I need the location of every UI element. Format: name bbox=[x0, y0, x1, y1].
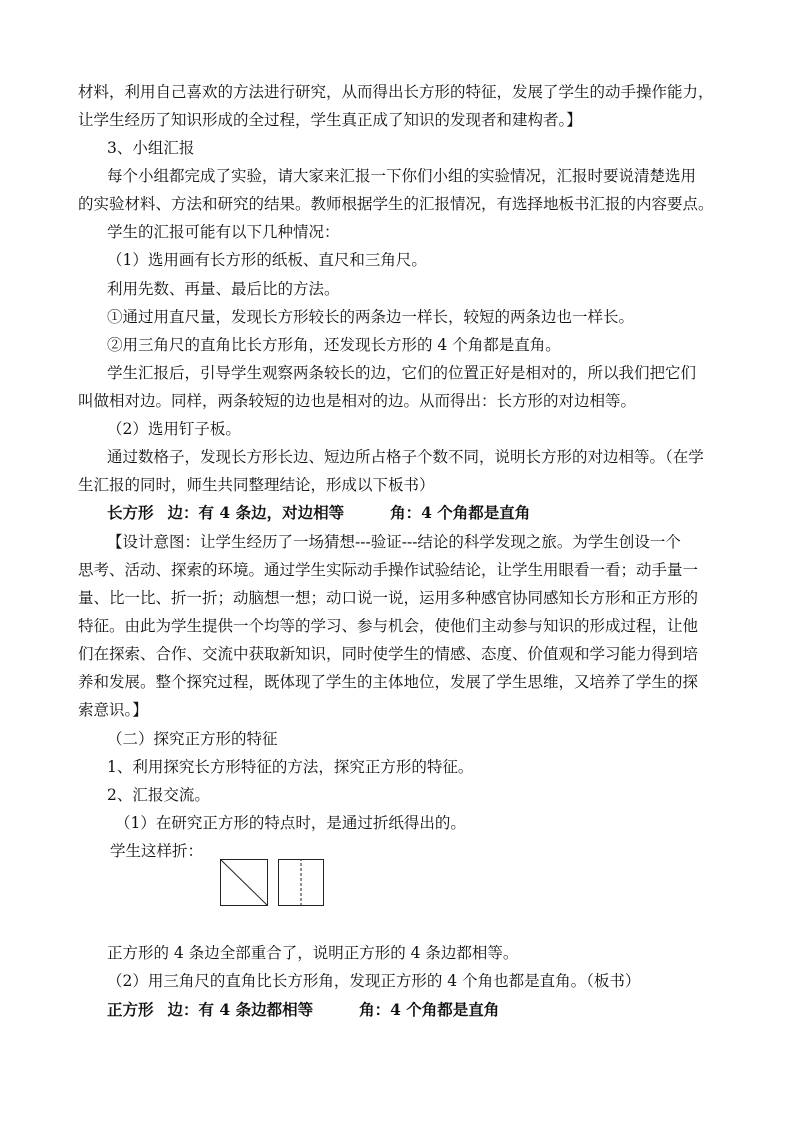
folding-diagram bbox=[220, 859, 330, 907]
design-intent-line: 索意识。】 bbox=[78, 701, 148, 719]
summary-angles: 角：4 个角都是直角 bbox=[390, 503, 531, 522]
summary-edges: 边：有 4 条边都相等 bbox=[167, 1000, 314, 1019]
text-line: （2）选用钉子板。 bbox=[107, 420, 241, 438]
text-line: 学生这样折： bbox=[110, 842, 204, 860]
text-line: 1、利用探究长方形特征的方法，探究正方形的特征。 bbox=[107, 758, 474, 776]
text-line: 学生的汇报可能有以下几种情况： bbox=[107, 223, 340, 241]
summary-shape-label: 长方形 bbox=[107, 503, 154, 522]
text-line: ②用三角尺的直角比长方形角，还发现长方形的 4 个角都是直角。 bbox=[107, 336, 561, 354]
text-line: 每个小组都完成了实验，请大家来汇报一下你们小组的实验情况，汇报时要说清楚选用 bbox=[107, 167, 697, 185]
text-line: （1）选用画有长方形的纸板、直尺和三角尺。 bbox=[107, 251, 427, 269]
text-line: 利用先数、再量、最后比的方法。 bbox=[107, 280, 340, 298]
design-intent-line: 特征。由此为学生提供一个均等的学习、参与机会，使他们主动参与知识的形成过程，让他 bbox=[78, 617, 699, 635]
design-intent-line: 们在探索、合作、交流中获取新知识，同时使学生的情感、态度、价值观和学习能力得到培 bbox=[78, 645, 699, 663]
square-summary bbox=[107, 1000, 499, 1020]
text-line: 2、汇报交流。 bbox=[107, 786, 210, 804]
text-line: 生汇报的同时，师生共同整理结论，形成以下板书） bbox=[78, 476, 435, 494]
design-intent-line: 养和发展。整个探究过程，既体现了学生的主体地位，发展了学生思维，又培养了学生的探 bbox=[78, 673, 699, 691]
text-line: 正方形的 4 条边全部重合了，说明正方形的 4 条边都相等。 bbox=[107, 944, 519, 962]
summary-angles: 角：4 个角都是直角 bbox=[359, 1000, 500, 1019]
design-intent-line: 思考、活动、探索的环境。通过学生实际动手操作试验结论，让学生用眼看一看；动手量一 bbox=[78, 561, 699, 579]
text-line: （1）在研究正方形的特点时，是通过折纸得出的。 bbox=[115, 814, 466, 832]
summary-shape-label: 正方形 bbox=[107, 1000, 154, 1019]
rectangle-summary bbox=[107, 503, 530, 523]
text-line: ①通过用直尺量，发现长方形较长的两条边一样长，较短的两条边也一样长。 bbox=[107, 308, 635, 326]
text-line: 学生汇报后，引导学生观察两条较长的边，它们的位置正好是相对的，所以我们把它们 bbox=[107, 364, 697, 382]
text-line: 材料，利用自己喜欢的方法进行研究，从而得出长方形的特征，发展了学生的动手操作能力， bbox=[78, 83, 714, 101]
middle-fold-square bbox=[279, 859, 324, 907]
design-intent-line: 量、比一比、折一折；动脑想一想；动口说一说，运用多种感官协同感知长方形和正方形的 bbox=[78, 589, 699, 607]
text-line: 的实验材料、方法和研究的结果。教师根据学生的汇报情况，有选择地板书汇报的内容要点。 bbox=[78, 195, 714, 213]
text-line: 通过数格子，发现长方形长边、短边所占格子个数不同，说明长方形的对边相等。（在学 bbox=[107, 448, 704, 466]
text-line: 让学生经历了知识形成的全过程，学生真正成了知识的发现者和建构者。】 bbox=[78, 111, 582, 129]
summary-edges: 边：有 4 条边，对边相等 bbox=[167, 503, 345, 522]
design-intent-line: 【设计意图：让学生经历了一场猜想---验证---结论的科学发现之旅。为学生创设一个 bbox=[107, 533, 681, 551]
section-heading: 3、小组汇报 bbox=[107, 139, 195, 157]
section-heading: （二）探究正方形的特征 bbox=[107, 730, 278, 748]
text-line: （2）用三角尺的直角比长方形角，发现正方形的 4 个角也都是直角。（板书） bbox=[107, 972, 641, 990]
diagonal-fold-square bbox=[221, 860, 268, 906]
text-line: 叫做相对边。同样，两条较短的边也是相对的边。从而得出：长方形的对边相等。 bbox=[78, 392, 637, 410]
